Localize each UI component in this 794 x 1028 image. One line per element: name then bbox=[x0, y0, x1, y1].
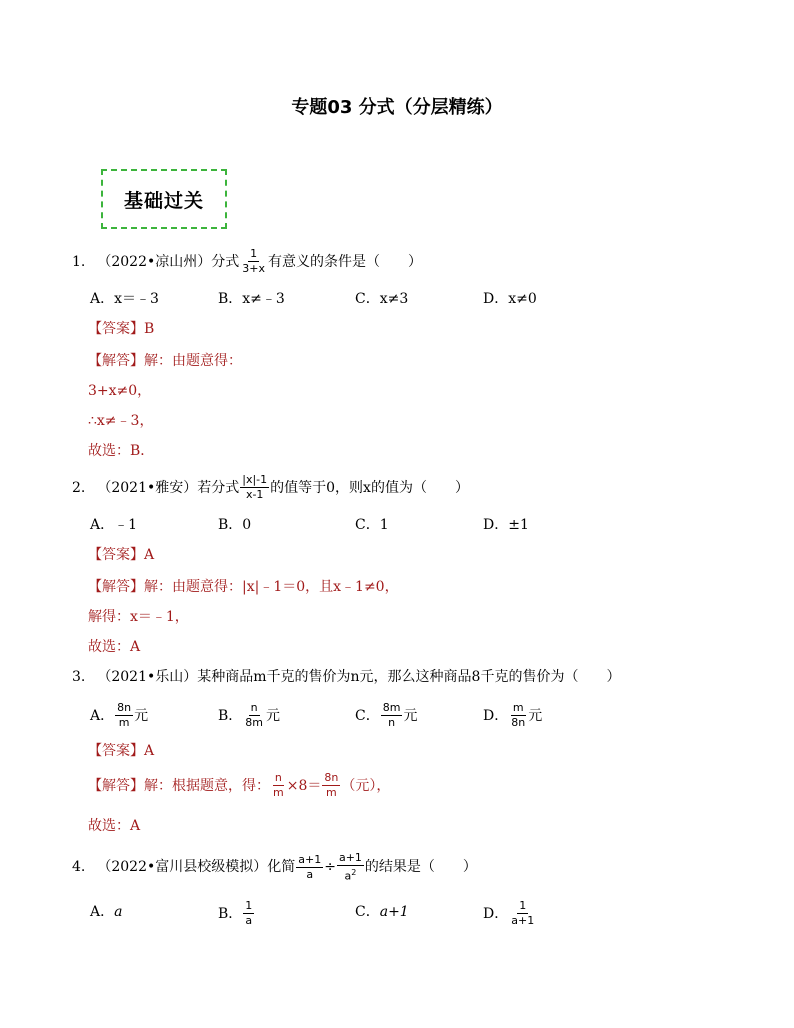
solution bbox=[88, 351, 242, 371]
fraction bbox=[115, 702, 133, 729]
fraction bbox=[337, 852, 364, 883]
page-title: 专题03 分式（分层精练） bbox=[291, 97, 503, 118]
question-text: 有意义的条件是（ ） bbox=[267, 253, 422, 270]
fraction-denominator: a+1 bbox=[511, 914, 535, 927]
section-label: 基础过关 bbox=[101, 169, 227, 229]
question-text: 的值等于0，则x的值为（ ） bbox=[270, 479, 469, 496]
solution-line: 解得：x＝﹣1， bbox=[88, 609, 189, 625]
fraction bbox=[296, 854, 323, 881]
solution-line: 故选：A bbox=[88, 639, 141, 655]
fraction-denominator: m bbox=[118, 716, 130, 729]
fraction-numerator: 8m bbox=[382, 701, 401, 714]
question-source: （2022•富川县校级模拟）化简 bbox=[97, 859, 296, 876]
solution-label: 【解答】 bbox=[88, 579, 144, 595]
option-letter: A． bbox=[90, 707, 115, 724]
fraction-numerator: |x|-1 bbox=[242, 473, 268, 486]
fraction bbox=[240, 248, 267, 275]
answer: 【答案】A bbox=[88, 547, 155, 563]
solution-line: 故选：A bbox=[88, 818, 141, 834]
fraction bbox=[240, 474, 269, 501]
option-a: A．﹣1 bbox=[90, 517, 138, 533]
solution-line: 故选：B． bbox=[88, 443, 155, 459]
solution-text: ×8＝ bbox=[286, 777, 322, 794]
fraction bbox=[509, 900, 536, 927]
solution-text: 解：根据题意，得： bbox=[144, 777, 270, 794]
option-d bbox=[483, 900, 537, 927]
fraction bbox=[243, 702, 265, 729]
denominator-base: a bbox=[344, 869, 352, 883]
option-c bbox=[355, 702, 417, 729]
option-a: A．x＝﹣3 bbox=[90, 291, 159, 307]
option-c: C．1 bbox=[355, 517, 389, 533]
operator: ÷ bbox=[324, 859, 336, 876]
option-letter: C． bbox=[355, 904, 380, 920]
fraction-numerator: n bbox=[250, 701, 258, 714]
answer: 【答案】B bbox=[88, 321, 155, 337]
fraction-denominator: a bbox=[245, 914, 253, 927]
option-c: C．x≠3 bbox=[355, 291, 409, 307]
question-source: （2022•凉山州）分式 bbox=[97, 253, 240, 270]
fraction-numerator: 8n bbox=[324, 771, 339, 784]
question-number: 1. bbox=[72, 253, 86, 270]
question-number: 2. bbox=[72, 479, 86, 496]
fraction-numerator: 8n bbox=[117, 701, 132, 714]
fraction-denominator: 8m bbox=[245, 716, 264, 729]
option-letter: B． bbox=[218, 707, 243, 724]
fraction-numerator: 1 bbox=[245, 899, 253, 912]
option-letter: D． bbox=[483, 707, 509, 724]
option-b bbox=[218, 702, 280, 729]
option-d bbox=[483, 702, 542, 729]
fraction-denominator: a bbox=[306, 867, 314, 881]
question-2 bbox=[72, 474, 469, 501]
option-unit: 元 bbox=[266, 707, 281, 724]
question-text: 的结果是（ ） bbox=[364, 859, 477, 876]
solution-label: 【解答】 bbox=[88, 777, 144, 794]
option-letter: B． bbox=[218, 905, 243, 922]
solution-label: 【解答】 bbox=[88, 353, 144, 369]
option-b: B．x≠﹣3 bbox=[218, 291, 285, 307]
fraction-numerator: a+1 bbox=[338, 851, 362, 864]
answer: 【答案】A bbox=[88, 743, 155, 759]
solution-line: ∴x≠﹣3， bbox=[88, 413, 154, 429]
fraction-denominator: n bbox=[388, 716, 396, 729]
option-text: a bbox=[114, 904, 123, 920]
fraction-numerator: a+1 bbox=[298, 852, 322, 866]
question-1 bbox=[72, 248, 422, 275]
solution-line: 解：由题意得：|x|﹣1＝0，且x﹣1≠0， bbox=[144, 579, 399, 595]
fraction bbox=[509, 702, 527, 729]
fraction bbox=[271, 772, 286, 799]
question-number: 4. bbox=[72, 859, 86, 876]
solution-text: （元）， bbox=[341, 777, 391, 794]
question-4 bbox=[72, 852, 477, 883]
option-unit: 元 bbox=[528, 707, 543, 724]
solution-line: 解：由题意得： bbox=[144, 353, 242, 369]
fraction-denominator bbox=[343, 866, 359, 883]
fraction-denominator: x-1 bbox=[245, 488, 264, 501]
fraction-denominator: 3+x bbox=[242, 262, 265, 275]
solution bbox=[88, 577, 399, 597]
fraction bbox=[243, 900, 254, 927]
option-letter: A． bbox=[90, 904, 115, 920]
option-d: D．±1 bbox=[483, 517, 529, 533]
option-b bbox=[218, 900, 255, 927]
question-3 bbox=[72, 667, 620, 687]
question-number: 3. bbox=[72, 669, 86, 685]
fraction-numerator: 1 bbox=[519, 899, 527, 912]
option-letter: D． bbox=[483, 905, 509, 922]
solution bbox=[88, 772, 390, 799]
fraction-denominator: m bbox=[325, 786, 337, 799]
option-a bbox=[90, 902, 122, 922]
question-text: （2021•乐山）某种商品m千克的售价为n元，那么这种商品8千克的售价为（ ） bbox=[97, 669, 621, 685]
option-unit: 元 bbox=[134, 707, 149, 724]
exponent: 2 bbox=[351, 868, 357, 877]
fraction-denominator: m bbox=[273, 786, 284, 799]
option-a bbox=[90, 702, 148, 729]
question-source: （2021•雅安）若分式 bbox=[97, 479, 240, 496]
fraction bbox=[381, 702, 403, 729]
fraction-numerator: m bbox=[512, 701, 524, 714]
option-b: B．0 bbox=[218, 517, 252, 533]
fraction-numerator: n bbox=[274, 771, 282, 784]
solution-line: 3+x≠0， bbox=[88, 383, 152, 399]
fraction-denominator: 8n bbox=[511, 716, 526, 729]
option-d: D．x≠0 bbox=[483, 291, 537, 307]
option-letter: C． bbox=[355, 707, 380, 724]
fraction bbox=[322, 772, 340, 799]
option-text: a+1 bbox=[379, 904, 409, 920]
option-c bbox=[355, 902, 409, 922]
fraction-numerator: 1 bbox=[250, 247, 258, 260]
option-unit: 元 bbox=[403, 707, 418, 724]
